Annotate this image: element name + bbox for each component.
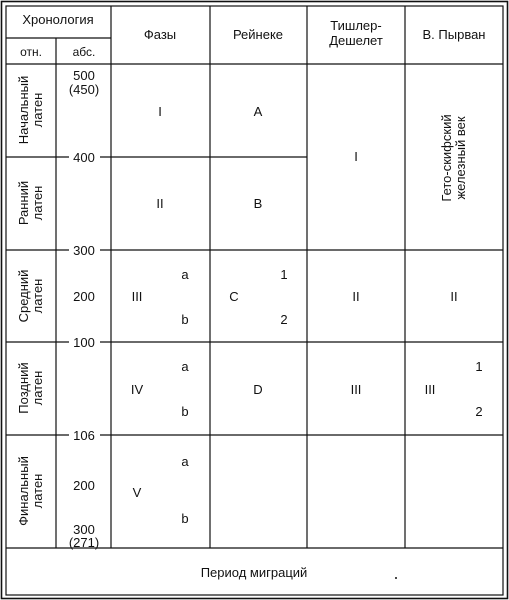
header-reinecke: Рейнеке [232, 27, 284, 42]
abs-400: 400 [73, 150, 95, 165]
reinecke-C: C [229, 289, 239, 304]
header-tischler-1: Тишлер- [330, 18, 382, 33]
pyrvan-geto-scythian: Гето-скифский железный век [439, 114, 468, 202]
phase-III: III [131, 289, 143, 304]
reinecke-D: D [253, 382, 263, 397]
abs-500: 500 [73, 68, 95, 83]
tischler-III: III [350, 382, 362, 397]
abs-300-b: 300 [73, 522, 95, 537]
phase-IV-a: a [181, 359, 189, 374]
pyrvan-III-2: 2 [475, 404, 483, 419]
header-chronology: Хронология [22, 12, 94, 27]
header-phases: Фазы [143, 27, 177, 42]
tischler-I: I [354, 149, 358, 164]
period-middle-label: Средний латен [16, 269, 45, 323]
phase-IV: IV [130, 382, 144, 397]
reinecke-C-1: 1 [280, 267, 288, 282]
header-rel: отн. [20, 45, 42, 59]
pyrvan-II: II [450, 289, 458, 304]
abs-271: (271) [68, 535, 100, 550]
abs-300-a: 300 [73, 243, 95, 258]
pyrvan-III: III [424, 382, 436, 397]
reinecke-A: A [253, 104, 263, 119]
phase-V: V [132, 485, 142, 500]
header-abs: абс. [72, 45, 96, 59]
abs-200-b: 200 [73, 478, 95, 493]
phase-V-a: a [181, 454, 189, 469]
pyrvan-III-1: 1 [475, 359, 483, 374]
phase-IV-b: b [181, 404, 189, 419]
migration-period: Период миграций [200, 565, 308, 580]
abs-200-a: 200 [73, 289, 95, 304]
stray-mark [395, 577, 397, 579]
reinecke-B: B [253, 196, 263, 211]
phase-II: II [156, 196, 164, 211]
period-early-label: Ранний латен [16, 180, 45, 226]
abs-450: (450) [68, 82, 100, 97]
reinecke-C-2: 2 [280, 312, 288, 327]
phase-V-b: b [181, 511, 189, 526]
period-final-label: Финальный латен [16, 456, 45, 526]
abs-100: 100 [73, 335, 95, 350]
abs-106: 106 [73, 428, 95, 443]
header-pyrvan: В. Пырван [422, 27, 486, 42]
period-late-label: Поздний латен [16, 362, 45, 414]
phase-III-a: a [181, 267, 189, 282]
tischler-II: II [352, 289, 360, 304]
phase-I: I [158, 104, 162, 119]
phase-III-b: b [181, 312, 189, 327]
period-initial-label: Начальный латен [16, 75, 45, 145]
header-tischler-2: Дешелет [329, 33, 383, 48]
